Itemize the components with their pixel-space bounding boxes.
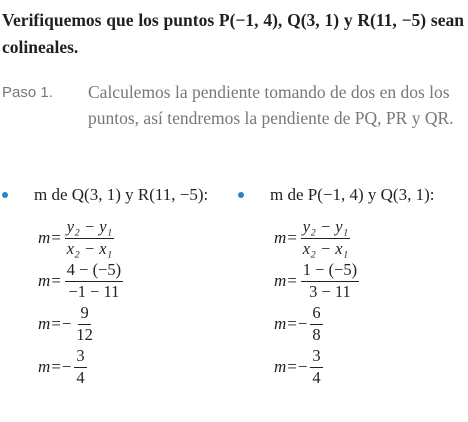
equation-lhs: m (38, 313, 51, 333)
equation (38, 259, 208, 302)
equation (38, 302, 208, 345)
slope-heading-text: m de Q(3, 1) y R(11, −5): (34, 185, 209, 204)
equation (274, 259, 434, 302)
numerator: 1 − (−5) (301, 261, 359, 282)
fraction (65, 261, 123, 301)
bullet-icon (2, 192, 8, 198)
equation-sign: − (61, 313, 72, 333)
equals-sign: = (50, 270, 62, 290)
equals-sign: = (286, 227, 298, 247)
fraction (301, 261, 359, 301)
slope-heading (238, 184, 434, 206)
slope-column-qr (2, 184, 208, 388)
fraction (301, 218, 351, 258)
equation-sign: − (297, 356, 308, 376)
denominator: −1 − 11 (68, 281, 120, 301)
equals-sign: = (286, 313, 298, 333)
numerator: y₂ − y₁ (65, 218, 115, 239)
equation-lhs: m (38, 227, 51, 247)
equation-lhs: m (274, 270, 287, 290)
fraction (74, 347, 86, 387)
equation-lhs: m (274, 227, 287, 247)
equation-lhs: m (38, 270, 51, 290)
numerator: 3 (74, 347, 86, 368)
fraction (310, 347, 322, 387)
denominator: 8 (312, 324, 321, 344)
slope-heading (2, 184, 208, 206)
denominator: 3 − 11 (309, 281, 351, 301)
step-label: Paso 1. (2, 84, 53, 101)
equation-list (38, 216, 208, 388)
equation (38, 216, 208, 259)
equation-list (274, 216, 434, 388)
equals-sign: = (286, 270, 298, 290)
denominator: x₂ − x₁ (302, 238, 349, 258)
denominator: x₂ − x₁ (66, 238, 113, 258)
equation-sign: − (297, 313, 308, 333)
equation-lhs: m (38, 356, 51, 376)
numerator: 6 (310, 304, 322, 325)
slope-column-pq (238, 184, 434, 388)
numerator: 3 (310, 347, 322, 368)
equals-sign: = (50, 227, 62, 247)
numerator: y₂ − y₁ (301, 218, 351, 239)
step-text: Calculemos la pendiente tomando de dos en dos los puntos, así tendremos la pendiente de PQ, PR y QR. (88, 82, 454, 128)
equation (38, 345, 208, 388)
intro-paragraph: Verifiquemos que los puntos P(−1, 4), Q(3, 1) y R(11, −5) sean colineales. (2, 10, 464, 57)
equals-sign: = (286, 356, 298, 376)
equation-lhs: m (274, 313, 287, 333)
slope-heading-text: m de P(−1, 4) y Q(3, 1): (270, 185, 435, 204)
fraction (65, 218, 115, 258)
equation (274, 216, 434, 259)
equals-sign: = (50, 313, 62, 333)
denominator: 12 (76, 324, 93, 344)
bullet-icon (238, 192, 244, 198)
numerator: 4 − (−5) (65, 261, 123, 282)
numerator: 9 (78, 304, 90, 325)
equation-sign: − (61, 356, 72, 376)
equation (274, 345, 434, 388)
denominator: 4 (76, 367, 85, 387)
equation-lhs: m (274, 356, 287, 376)
fraction (310, 304, 322, 344)
equals-sign: = (50, 356, 62, 376)
fraction (74, 304, 95, 344)
denominator: 4 (312, 367, 321, 387)
equation (274, 302, 434, 345)
